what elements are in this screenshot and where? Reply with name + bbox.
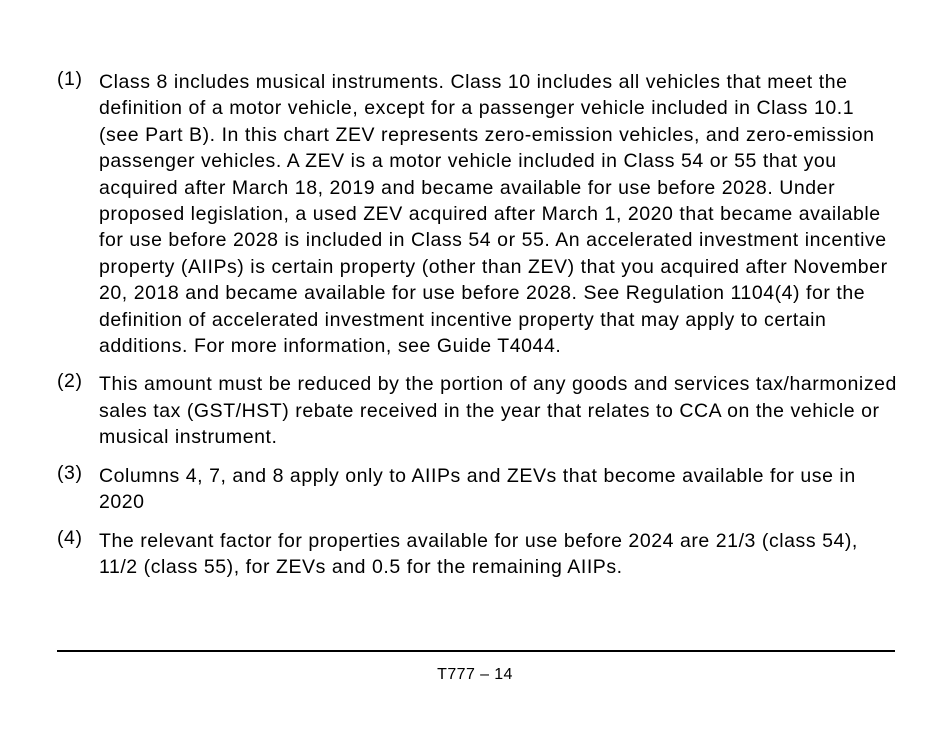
footnote-text: Columns 4, 7, and 8 apply only to AIIPs and ZEVs that become available for use in 2020 xyxy=(99,464,856,514)
footnote-text: Class 8 includes musical instruments. Class 10 includes all vehicles that meet the definition of a motor vehicle, except for a passenger vehicle included in Class 10.1 (see Part B). In this chart ZEV represents zero-emission vehicles, and zero-emission passenger vehicles. A ZEV is a motor vehicle included in Class 54 or 55 that you acquired after March 18, 2019 and became available for use before 2028. Under proposed legislation, a used ZEV acquired after March 1, 2020 that became available for use before 2028 is included in Class 54 or 55. An accelerated investment incentive property (AIIPs) is certain property (other than ZEV) that you acquired after November 20, 2018 and became available for use before 2028. See Regulation 1104(4) for the definition of accelerated investment incentive property that may apply to certain additions. For more information, see Guide T4044. xyxy=(99,71,888,358)
footnote-text: The relevant factor for properties available for use before 2024 are 21/3 (class 54), 11/2 (class 55), for ZEVs and 0.5 for the remaining AIIPs. xyxy=(99,529,858,578)
footnote-number: (3) xyxy=(57,461,83,484)
footnote-1 xyxy=(57,69,897,359)
footnote-number: (2) xyxy=(57,370,83,393)
footer-divider xyxy=(57,650,895,652)
footnotes-section xyxy=(57,69,897,580)
page-number: T777 – 14 xyxy=(437,666,513,683)
footnote-number: (1) xyxy=(57,68,83,90)
footnote-4 xyxy=(57,528,897,581)
footnote-2 xyxy=(57,371,897,450)
footnote-3 xyxy=(57,463,897,516)
footnote-text: This amount must be reduced by the portion of any goods and services tax/harmonized sales tax (GST/HST) rebate received in the year that relates to CCA on the vehicle or musical instrument. xyxy=(99,373,897,449)
footnote-number: (4) xyxy=(57,526,83,549)
